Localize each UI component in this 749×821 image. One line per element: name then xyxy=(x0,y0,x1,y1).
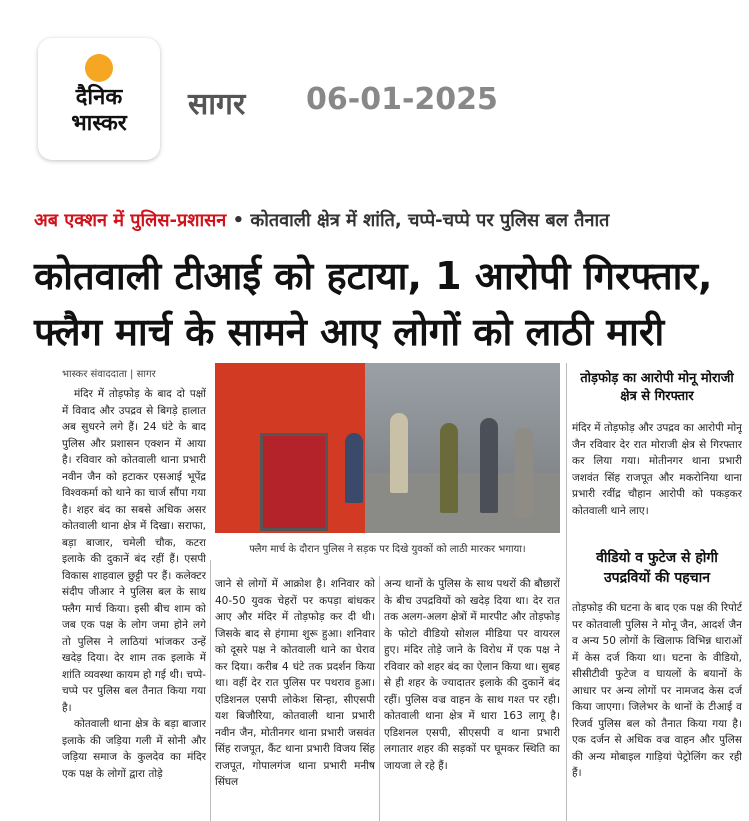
sidebar-text-identification xyxy=(572,600,742,821)
paragraph: कोतवाली थाना क्षेत्र के बड़ा बाजार इलाके की जड़िया गली में सोनी और जड़िया समाज के कुलदेव का मंदिर एक पक्ष के लोगों द्वारा तोड़े xyxy=(62,718,206,780)
edition-date: 06-01-2025 xyxy=(306,82,498,117)
column-divider xyxy=(210,560,211,821)
sidebar-title-arrest: तोड़फोड़ का आरोपी मोनू मोराजी क्षेत्र से गिरफ्तार xyxy=(580,371,734,404)
paragraph: तोड़फोड़ की घटना के बाद एक पक्ष की रिपोर्ट पर कोतवाली पुलिस ने मोनू जैन, आदर्श जैन व अन्य 50 लोगों के खिलाफ विभिन्न धाराओं में केस दर्ज किया था। घटना के वीडियो, सीसीटीवी फुटेज व घायलों के बयानों के आधार पर अन्य लोगों पर नामजद केस दर्ज किया जाएगा। जिलेभर के थानों के टीआई व रिजर्व पुलिस बल को तैनात किया गया है। एक दर्जन से अधिक वज्र वाहन और पुलिस की अन्य मोबाइल गाड़ियां पेट्रोलिंग कर रही हैं। xyxy=(572,602,742,779)
dainik-bhaskar-logo xyxy=(38,38,160,160)
masthead xyxy=(0,0,749,190)
kicker-highlight: अब एक्शन में पुलिस-प्रशासन xyxy=(34,210,227,231)
paragraph: जाने से लोगों में आक्रोश है। शनिवार को 40-50 युवक चेहरों पर कपड़ा बांधकर आए और मंदिर में तोड़फोड़ कर दी थी। जिसके बाद से हंगामा शुरू हुआ। शनिवार को दूसरे पक्ष ने कोतवाली थाने का घेराव कर दिया। करीब 4 घंटे तक प्रदर्शन किया था। वहीं देर रात पुलिस पर पथराव हुआ। एडिशनल एसपी लोकेश सिन्हा, सीएसपी यश बिजौरिया, कोतवाली थाना प्रभारी नवीन जैन, मोतीनगर थाना प्रभारी जसवंत सिंह राजपूत, कैंट थाना प्रभारी विजय सिंह राजपूत, गोपालगंज थाना प्रभारी मनीष सिंघल xyxy=(215,578,375,788)
paragraph: मंदिर में तोड़फोड़ के बाद दो पक्षों में विवाद और उपद्रव से बिगड़े हालात अब सुधरने लगे हैं। 24 घंटे के बाद पुलिस और प्रशासन एक्शन में आया है। रविवार को कोतवाली थाना प्रभारी नवीन जैन को हटाकर एसआई भूपेंद्र विश्वकर्मा को थाने का चार्ज सौंपा गया है। शहर बंद का सबसे अधिक असर कोतवाली थाना क्षेत्र में दिखा। सराफा, बड़ा बाजार, चमेली चौक, कटरा इलाके की दुकानें बंद रहीं हैं। एसपी विकास शाहवाल छुट्टी पर हैं। कलेक्टर संदीप जीआर ने पुलिस बल के साथ फ्लैग मार्च किया। इसी बीच शाम को जब एक पक्ष के लोग जमा होने लगे तो पुलिस ने लाठियां भांजकर उन्हें खदेड़ दिया। देर शाम तक इलाके में शांति व्यवस्था कायम हो गई थी। चप्पे-चप्पे पर पुलिस बल तैनात किया गया है। xyxy=(62,388,206,714)
sidebar-title-identification: वीडियो व फुटेज से होगी उपद्रवियों की पहचान xyxy=(596,550,718,586)
logo-text-line1: दैनिक xyxy=(75,85,123,110)
photo-person xyxy=(515,428,533,518)
photo-person xyxy=(440,423,458,513)
headline-line-2: फ्लैग मार्च के सामने आए लोगों को लाठी मारी xyxy=(34,310,665,354)
sidebar-divider xyxy=(566,363,567,821)
kicker-subtext: • कोतवाली क्षेत्र में शांति, चप्पे-चप्पे पर पुलिस बल तैनात xyxy=(232,210,610,231)
article-kicker xyxy=(34,208,740,232)
article-column-3 xyxy=(384,576,560,821)
sidebar-text-arrest xyxy=(572,420,742,542)
article-column-2 xyxy=(215,576,375,821)
article-column-1 xyxy=(62,386,206,821)
paragraph: मंदिर में तोड़फोड़ और उपद्रव का आरोपी मोनू जैन रविवार देर रात मोराजी क्षेत्र से गिरफ्तार कर लिया गया। मोतीनगर थाना प्रभारी जशवंत सिंह राजपूत और मकरोनिया थाना प्रभारी रवींद्र चौहान आरोपी को पकड़कर कोतवाली थाने लाए। xyxy=(572,422,742,517)
column-divider xyxy=(379,576,380,821)
paragraph: अन्य थानों के पुलिस के साथ पथरों की बौछारों के बीच उपद्रवियों को खदेड़ दिया था। देर रात तक अलग-अलग क्षेत्रों में मारपीट और तोड़फोड़ के फोटो वीडियो सोशल मीडिया पर वायरल हुए। मंदिर तोड़े जाने के विरोध में एक पक्ष ने रविवार को शहर बंद का ऐलान किया था। सुबह से ही शहर के ज्यादातर इलाके की दुकानें बंद रहीं। पुलिस वज्र वाहन के साथ गश्त पर रही। कोतवाली थाना क्षेत्र में धारा 163 लागू है। एडिशनल एसपी, सीएसपी व थाना प्रभारी लगातार शहर की सड़कों पर घूमकर स्थिति का जायजा ले रहे हैं। xyxy=(384,578,560,772)
photo-temple-gate xyxy=(260,433,328,531)
headline-line-1: कोतवाली टीआई को हटाया, 1 आरोपी गिरफ्तार, xyxy=(34,254,713,298)
article-headline xyxy=(34,248,740,360)
photo-person xyxy=(480,418,498,513)
news-photo xyxy=(215,363,560,533)
photo-person xyxy=(345,433,363,503)
byline: भास्कर संवाददाता | सागर xyxy=(62,369,156,380)
logo-text-line2: भास्कर xyxy=(71,111,127,136)
edition-city: सागर xyxy=(188,87,246,122)
sun-icon xyxy=(85,54,113,82)
photo-caption: फ्लैग मार्च के दौरान पुलिस ने सड़क पर दिखे युवकों को लाठी मारकर भगाया। xyxy=(249,544,526,555)
photo-person xyxy=(390,413,408,493)
